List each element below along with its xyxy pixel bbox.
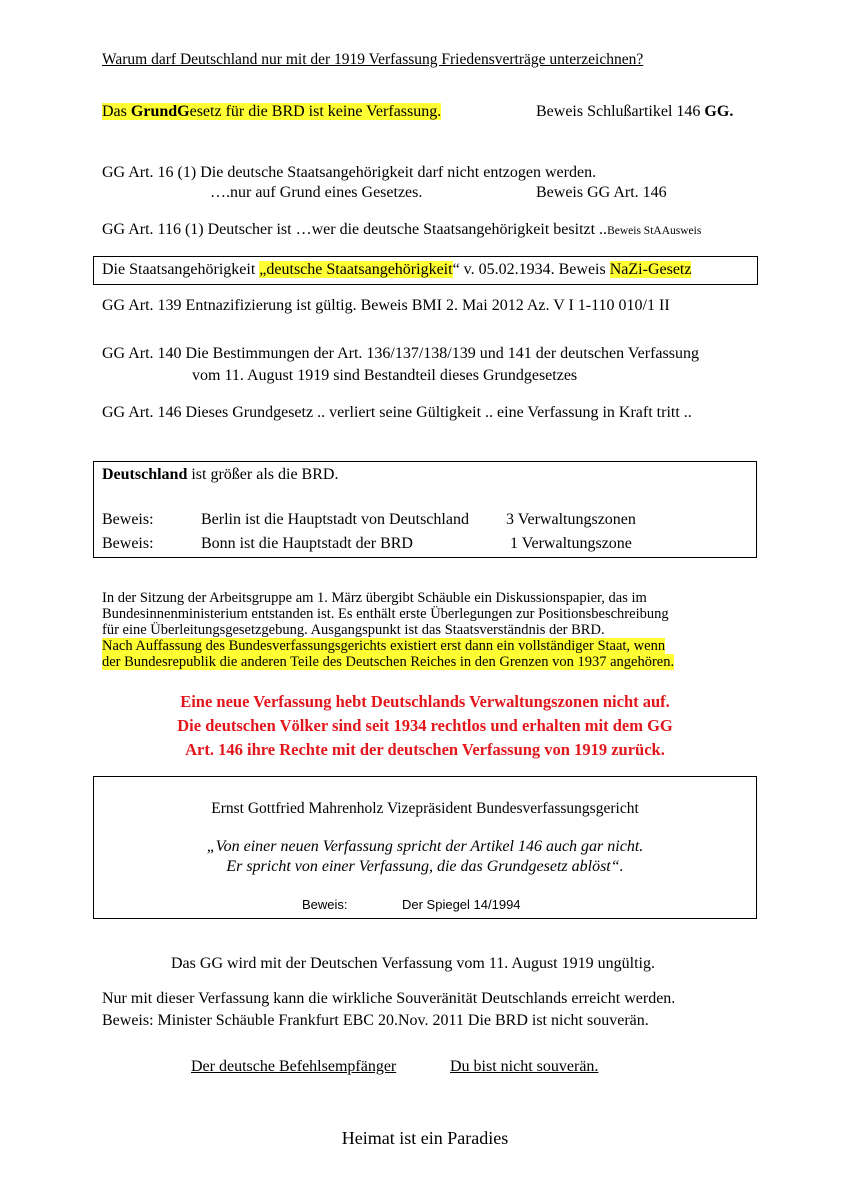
claim-proof [536, 103, 733, 121]
claim-proof-text: Beweis Schlußartikel 146 [536, 103, 705, 120]
gg-ungueltig: Das GG wird mit der Deutschen Verfassung vom 11. August 1919 ungültig. [171, 955, 655, 972]
para-highlight-5: der Bundesrepublik die anderen Teile des Deutschen Reiches in den Grenzen von 1937 angehören. [102, 654, 675, 670]
staatsangehoerigkeit-text [102, 261, 691, 279]
beweis-label-1: Beweis: [102, 511, 154, 528]
art140-line: GG Art. 140 Die Bestimmungen der Art. 136/137/138/139 und 141 der deutschen Verfassung [102, 345, 699, 362]
box1-text-a: Die Staatsangehörigkeit [102, 261, 260, 278]
quote-author: Ernst Gottfried Mahrenholz Vizepräsident Bundesverfassungsgericht [211, 800, 639, 817]
page-heading: Warum darf Deutschland nur mit der 1919 Verfassung Friedensverträge unterzeichnen? [102, 51, 644, 68]
beweis-zones-2: 1 Verwaltungszone [510, 535, 632, 552]
art116-text: GG Art. 116 (1) Deutscher ist …wer die deutsche Staatsangehörigkeit besitzt .. [102, 221, 608, 238]
box1-highlight-a: „deutsche Staatsangehörigkeit [259, 261, 453, 278]
claim-grundgesetz [102, 103, 441, 121]
souveraenitaet-line-2: Beweis: Minister Schäuble Frankfurt EBC 20.Nov. 2011 Die BRD ist nicht souverän. [102, 1012, 649, 1029]
claim-text-d: esetz für die BRD ist keine Verfassung. [189, 103, 442, 120]
footer-befehlsempfaenger: Der deutsche Befehlsempfänger [191, 1058, 397, 1075]
deutschland-title-rest: ist größer als die BRD. [187, 466, 339, 483]
beweis-text-2: Bonn ist die Hauptstadt der BRD [201, 535, 413, 552]
para-highlight-4: Nach Auffassung des Bundesverfassungsgerichts existiert erst dann ein vollständiger Staat, wenn [102, 638, 666, 654]
para-line-2: Bundesinnenministerium entstanden ist. Es enthält erste Überlegungen zur Positionsbeschreibung [102, 606, 669, 622]
art16-proof: Beweis GG Art. 146 [536, 184, 667, 201]
beweis-label-2: Beweis: [102, 535, 154, 552]
closing-line: Heimat ist ein Paradies [341, 1128, 509, 1148]
deutschland-title-bold: Deutschland [102, 466, 188, 483]
souveraenitaet-line-1: Nur mit dieser Verfassung kann die wirkliche Souveränität Deutschlands erreicht werden. [102, 990, 676, 1007]
art16-sub: ….nur auf Grund eines Gesetzes. [210, 184, 423, 201]
quote-line-1: „Von einer neuen Verfassung spricht der Artikel 146 auch gar nicht. [206, 838, 644, 855]
beweis-zones-1: 3 Verwaltungszonen [506, 511, 636, 528]
art140-sub: vom 11. August 1919 sind Bestandteil dieses Grundgesetzes [192, 367, 578, 384]
red-statement-3: Art. 146 ihre Rechte mit der deutschen Verfassung von 1919 zurück. [185, 740, 665, 759]
quote-beweis-source: Der Spiegel 14/1994 [402, 897, 521, 912]
art16-line: GG Art. 16 (1) Die deutsche Staatsangehörigkeit darf nicht entzogen werden. [102, 164, 597, 181]
beweis-text-1: Berlin ist die Hauptstadt von Deutschland [201, 511, 469, 528]
box1-highlight-d: NaZi-Gesetz [609, 261, 692, 278]
claim-proof-bold: GG. [704, 103, 734, 120]
quote-beweis-label: Beweis: [302, 897, 348, 912]
quote-line-2: Er spricht von einer Verfassung, die das Grundgesetz ablöst“. [226, 858, 624, 875]
para-line-5 [102, 654, 674, 671]
para-line-4 [102, 638, 665, 655]
art146-line: GG Art. 146 Dieses Grundgesetz .. verliert seine Gültigkeit .. eine Verfassung in Kraft tritt .. [102, 404, 692, 421]
art116-proof: Beweis StAAusweis [607, 225, 702, 237]
claim-text-a: Das [102, 103, 131, 120]
box1-text-c: “ v. 05.02.1934. Beweis [452, 261, 610, 278]
claim-text-bold-grund: Grund [130, 103, 178, 120]
para-line-1: In der Sitzung der Arbeitsgruppe am 1. März übergibt Schäuble ein Diskussionspapier, das im [102, 590, 647, 606]
para-line-3: für eine Überleitungsgesetzgebung. Ausgangspunkt ist das Staatsverständnis der BRD. [102, 622, 605, 638]
claim-text-bold-g: G [177, 103, 190, 120]
red-statement-1: Eine neue Verfassung hebt Deutschlands Verwaltungszonen nicht auf. [180, 692, 670, 711]
deutschland-title [102, 466, 338, 484]
red-statement-2: Die deutschen Völker sind seit 1934 rechtlos und erhalten mit dem GG [177, 716, 673, 735]
art139-line: GG Art. 139 Entnazifizierung ist gültig. Beweis BMI 2. Mai 2012 Az. V I 1-110 010/1 II [102, 297, 670, 314]
art116-line [102, 221, 701, 239]
footer-nicht-souveraen: Du bist nicht souverän. [450, 1058, 599, 1075]
